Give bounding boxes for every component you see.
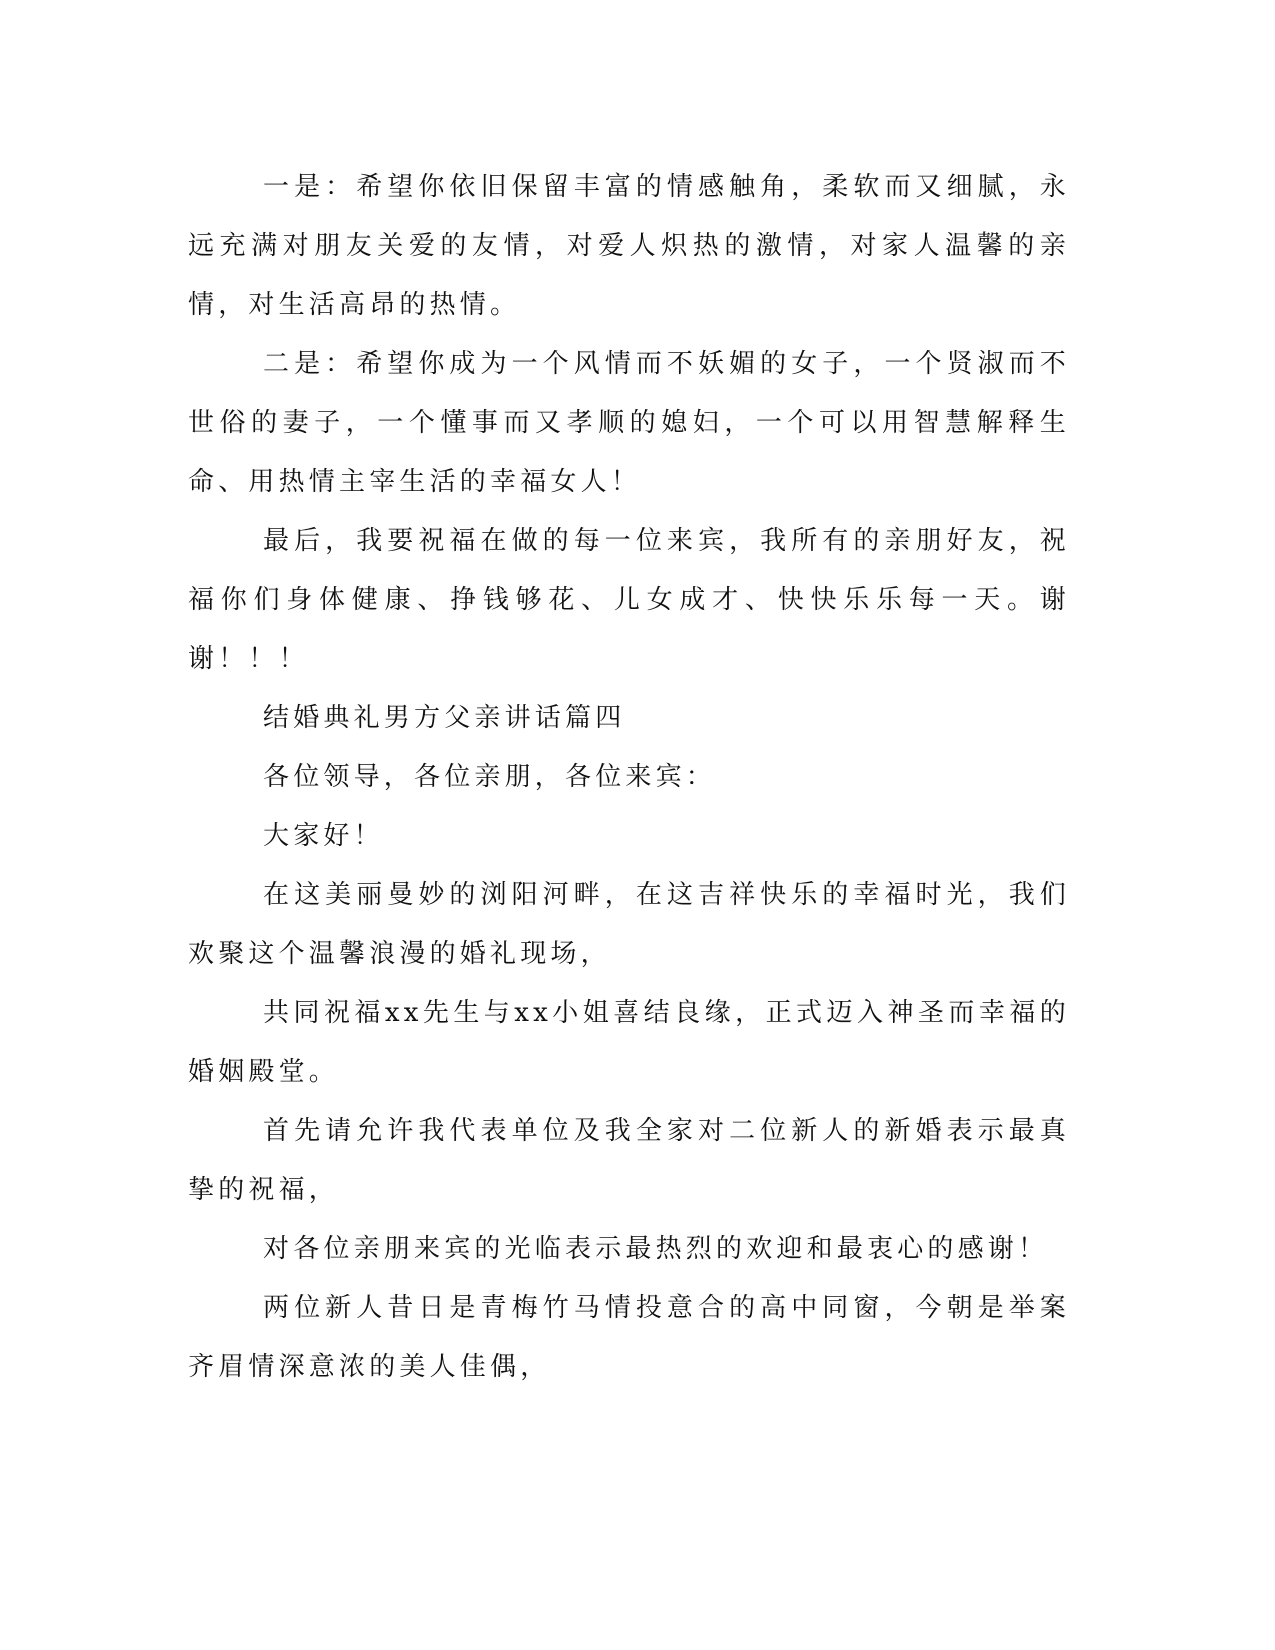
salutation: 各位领导，各位亲朋，各位来宾： [263, 762, 717, 792]
paragraph-couple-blessing: 共同祝福xx先生与xx小姐喜结良缘，正式迈入神圣而幸福的婚姻殿堂。 [188, 998, 1070, 1087]
document-body [188, 158, 1070, 1397]
paragraph-venue: 在这美丽曼妙的浏阳河畔，在这吉祥快乐的幸福时光，我们欢聚这个温馨浪漫的婚礼现场， [188, 880, 1070, 969]
paragraph-closing-blessing: 最后，我要祝福在做的每一位来宾，我所有的亲朋好友，祝福你们身体健康、挣钱够花、儿女成才、快快乐乐每一天。谢谢！！！ [188, 526, 1070, 674]
section-heading: 结婚典礼男方父亲讲话篇四 [263, 703, 626, 733]
paragraph-thanks-guests: 对各位亲朋来宾的光临表示最热烈的欢迎和最衷心的感谢！ [263, 1234, 1049, 1264]
greeting: 大家好！ [263, 821, 384, 851]
paragraph-wish-one: 一是：希望你依旧保留丰富的情感触角，柔软而又细腻，永远充满对朋友关爱的友情，对爱人炽热的激情，对家人温馨的亲情，对生活高昂的热情。 [188, 172, 1070, 320]
paragraph-family-blessing: 首先请允许我代表单位及我全家对二位新人的新婚表示最真挚的祝福， [188, 1116, 1070, 1205]
paragraph-wish-two: 二是：希望你成为一个风情而不妖媚的女子，一个贤淑而不世俗的妻子，一个懂事而又孝顺的媳妇，一个可以用智慧解释生命、用热情主宰生活的幸福女人！ [188, 349, 1070, 497]
paragraph-couple-history: 两位新人昔日是青梅竹马情投意合的高中同窗，今朝是举案齐眉情深意浓的美人佳偶， [188, 1293, 1070, 1382]
